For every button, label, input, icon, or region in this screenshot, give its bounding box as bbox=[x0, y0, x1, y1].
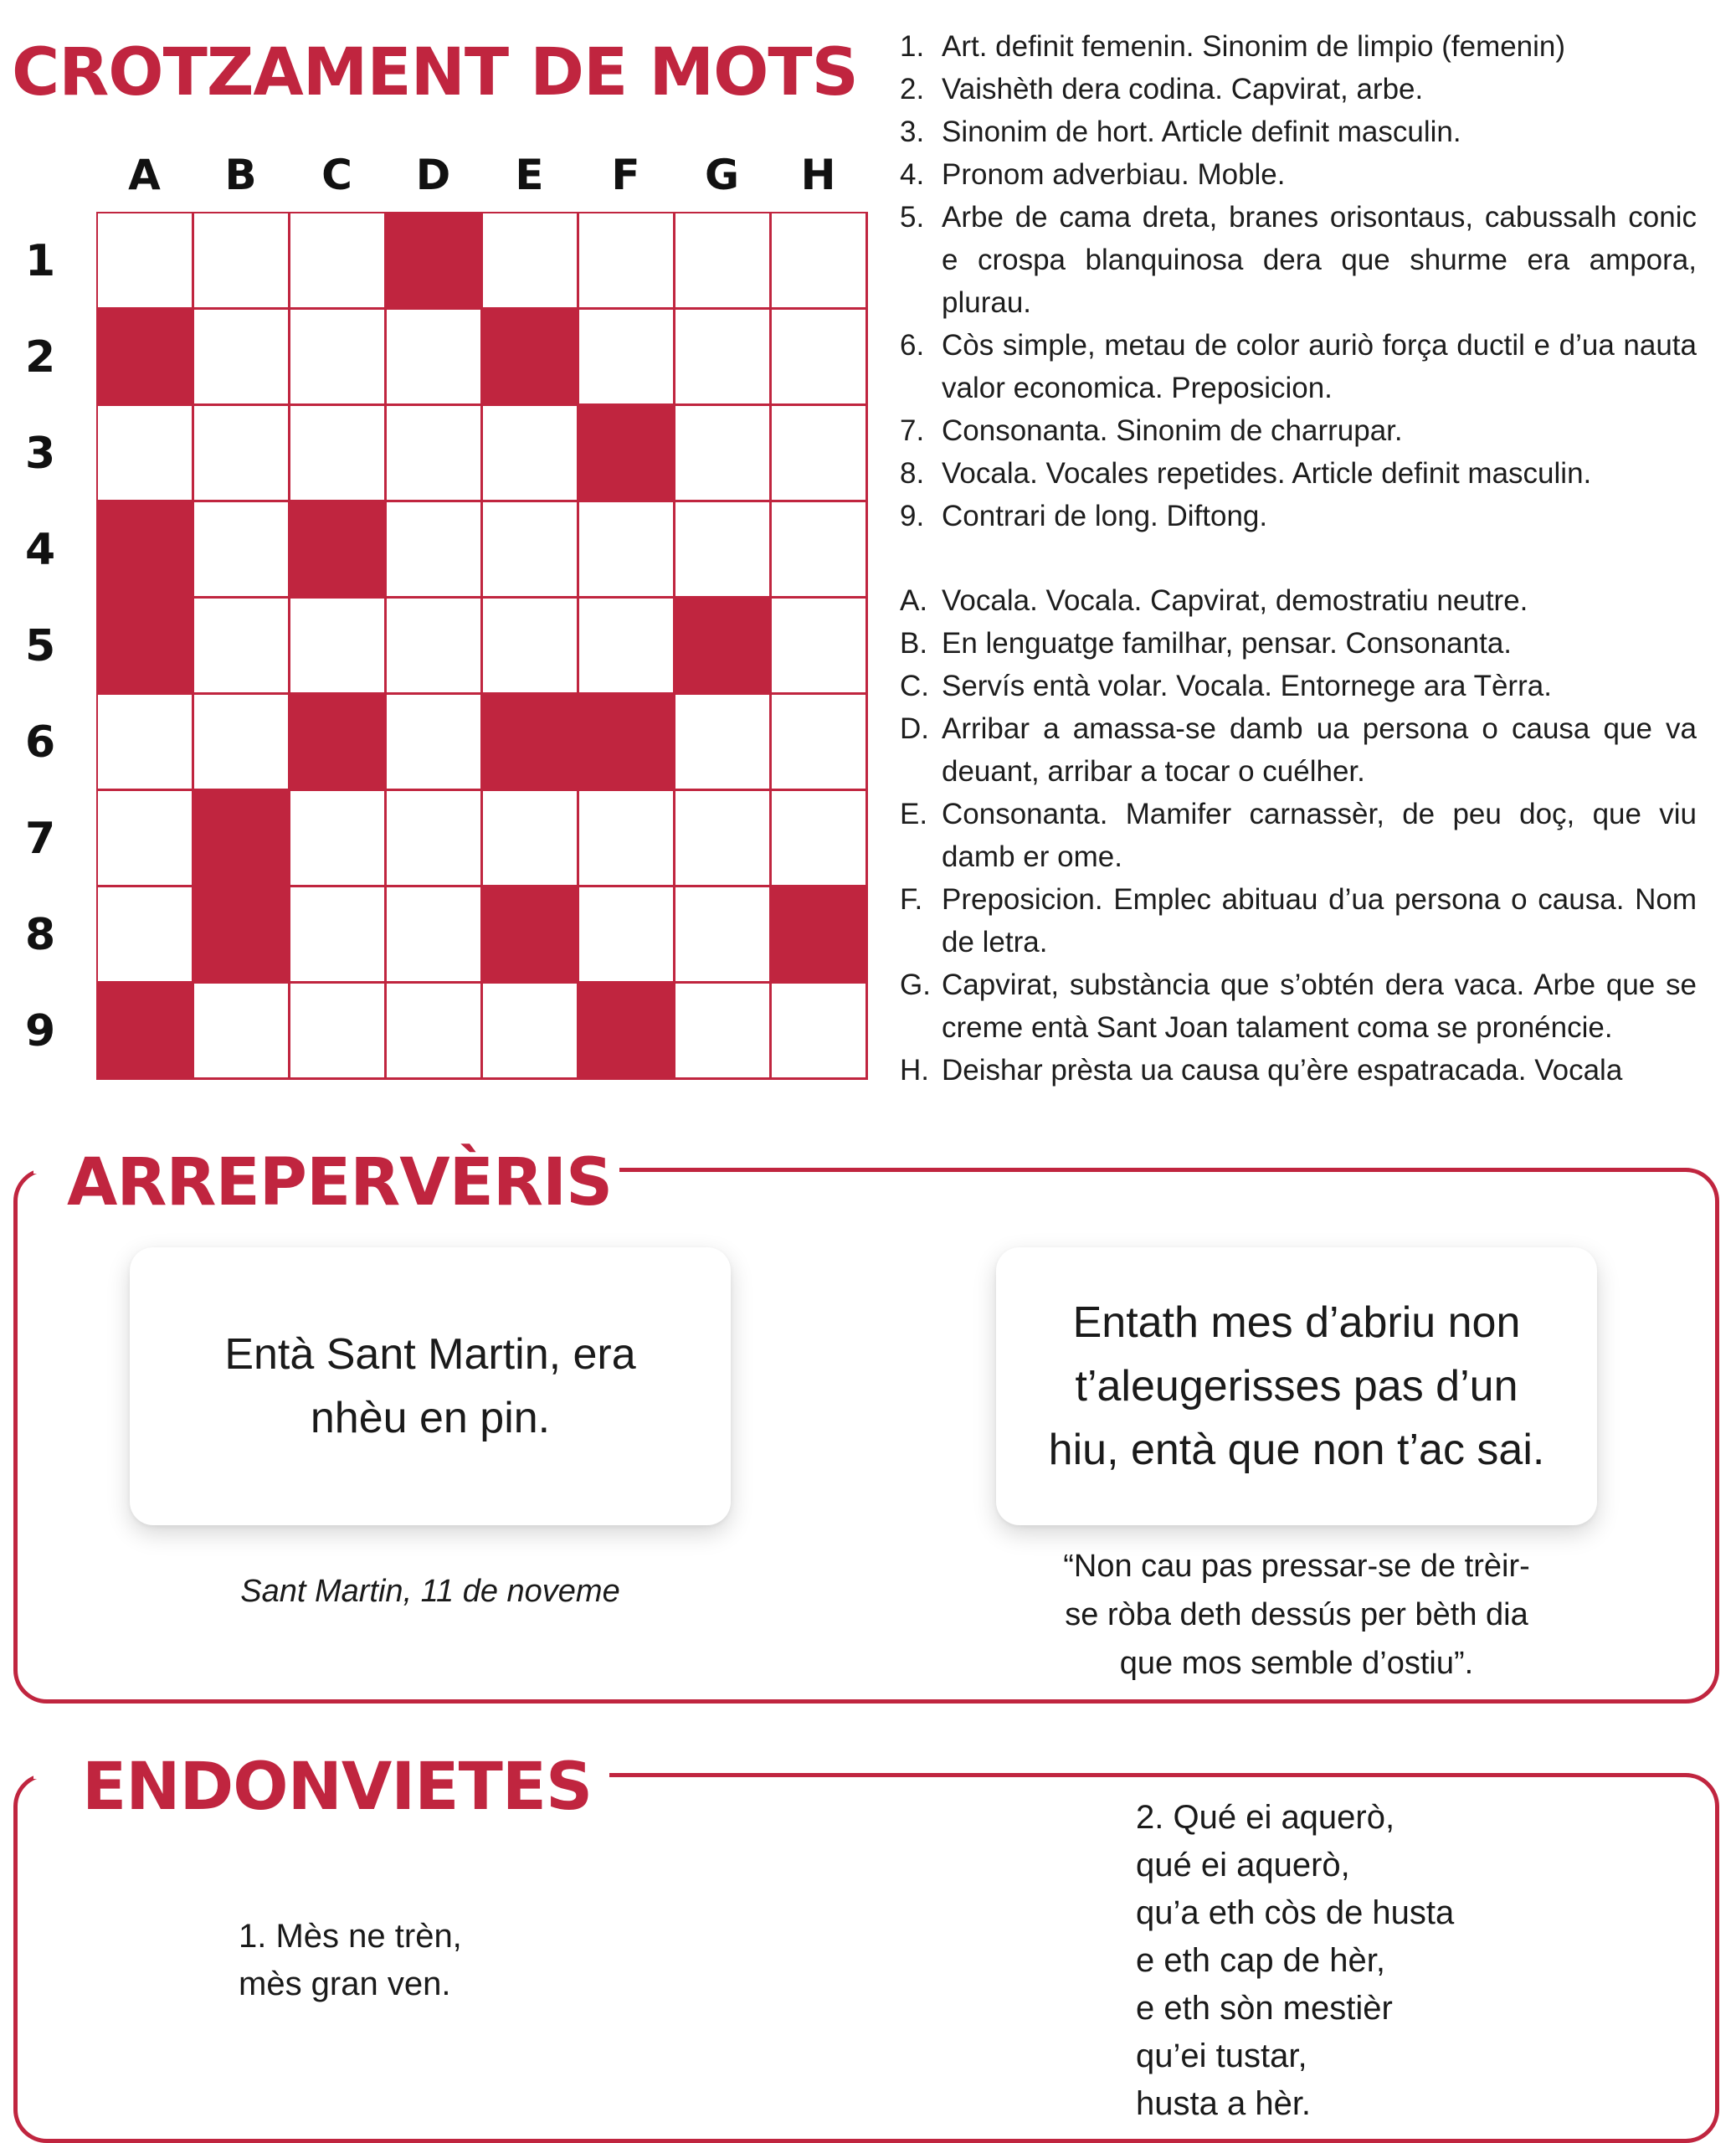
row-header-1: 1 bbox=[25, 236, 56, 286]
black-cell-a9 bbox=[98, 984, 194, 1080]
grid-cell-g8[interactable] bbox=[675, 887, 772, 984]
riddle-1-line: mès gran ven. bbox=[239, 1966, 451, 2002]
grid-cell-c8[interactable] bbox=[290, 887, 387, 984]
proverb-2-line: hiu, entà que non t’ac sai. bbox=[1048, 1426, 1545, 1474]
grid-cell-g6[interactable] bbox=[675, 695, 772, 791]
row-header-4: 4 bbox=[25, 525, 56, 575]
black-cell-f6 bbox=[579, 695, 675, 791]
grid-cell-d9[interactable] bbox=[387, 984, 483, 1080]
riddle-2-line: e eth cap de hèr, bbox=[1136, 1942, 1386, 1979]
black-cell-c6 bbox=[290, 695, 387, 791]
black-cell-b7 bbox=[194, 791, 290, 887]
row-clue-6 bbox=[900, 324, 1697, 409]
grid-cell-f2[interactable] bbox=[579, 310, 675, 406]
row-clue-number: 7. bbox=[900, 414, 925, 447]
riddle-2-line: qué ei aquerò, bbox=[1136, 1847, 1350, 1883]
proverb-2-line: t’aleugerisses pas d’un bbox=[1075, 1362, 1518, 1411]
column-header-a: A bbox=[128, 151, 161, 199]
grid-cell-f1[interactable] bbox=[579, 213, 675, 310]
grid-cell-e5[interactable] bbox=[483, 599, 579, 695]
proverb-1-line: nhèu en pin. bbox=[310, 1394, 551, 1442]
column-clue-3 bbox=[900, 665, 1697, 707]
grid-cell-a1[interactable] bbox=[98, 213, 194, 310]
row-clue-2 bbox=[900, 68, 1697, 110]
column-clue-text: Arribar a amassa-se damb ua persona o causa que va deuant, arribar a tocar o cuélher. bbox=[942, 712, 1697, 788]
proverb-2-line: Entath mes d’abriu non bbox=[1072, 1298, 1521, 1347]
riddle-2-line: e eth sòn mestièr bbox=[1136, 1990, 1393, 2027]
grid-cell-b6[interactable] bbox=[194, 695, 290, 791]
column-clue-5 bbox=[900, 793, 1697, 878]
column-header-d: D bbox=[415, 151, 451, 199]
proverb-card-1 bbox=[130, 1247, 731, 1525]
column-clue-text: Deishar prèsta ua causa qu’ère espatracada. Vocala bbox=[942, 1054, 1623, 1087]
column-clue-4 bbox=[900, 707, 1697, 793]
row-clue-7 bbox=[900, 409, 1697, 452]
grid-cell-c2[interactable] bbox=[290, 310, 387, 406]
row-clues-list bbox=[900, 25, 1697, 537]
column-header-f: F bbox=[611, 151, 640, 199]
grid-cell-d8[interactable] bbox=[387, 887, 483, 984]
row-clue-1 bbox=[900, 25, 1697, 68]
grid-cell-h9[interactable] bbox=[772, 984, 868, 1080]
grid-cell-f7[interactable] bbox=[579, 791, 675, 887]
row-clue-text: Contrari de long. Diftong. bbox=[942, 500, 1268, 532]
proverb-2-note-line: se ròba deth dessús per bèth dia bbox=[1065, 1597, 1528, 1632]
riddle-1 bbox=[239, 1913, 657, 2008]
grid-cell-h5[interactable] bbox=[772, 599, 868, 695]
column-clue-number: C. bbox=[900, 670, 929, 702]
riddle-2-line: husta a hèr. bbox=[1136, 2085, 1312, 2122]
grid-cell-e4[interactable] bbox=[483, 502, 579, 599]
row-clue-text: Consonanta. Sinonim de charrupar. bbox=[942, 414, 1403, 447]
grid-cell-g2[interactable] bbox=[675, 310, 772, 406]
grid-cell-e1[interactable] bbox=[483, 213, 579, 310]
column-clue-number: B. bbox=[900, 627, 928, 660]
grid-cell-g1[interactable] bbox=[675, 213, 772, 310]
row-clue-4 bbox=[900, 153, 1697, 196]
grid-cell-d2[interactable] bbox=[387, 310, 483, 406]
row-clue-text: Pronom adverbiau. Moble. bbox=[942, 158, 1286, 191]
black-cell-h8 bbox=[772, 887, 868, 984]
grid-cell-d6[interactable] bbox=[387, 695, 483, 791]
grid-cell-a7[interactable] bbox=[98, 791, 194, 887]
grid-cell-f5[interactable] bbox=[579, 599, 675, 695]
column-clue-text: Consonanta. Mamifer carnassèr, de peu doç, que viu damb er ome. bbox=[942, 798, 1697, 873]
row-header-5: 5 bbox=[25, 621, 56, 671]
column-clue-6 bbox=[900, 878, 1697, 964]
row-clue-number: 4. bbox=[900, 158, 925, 191]
grid-cell-g4[interactable] bbox=[675, 502, 772, 599]
grid-cell-d3[interactable] bbox=[387, 406, 483, 502]
grid-cell-g9[interactable] bbox=[675, 984, 772, 1080]
grid-cell-e3[interactable] bbox=[483, 406, 579, 502]
row-clue-text: Còs simple, metau de color auriò força ductil e d’ua nauta valor economica. Preposicion. bbox=[942, 329, 1697, 404]
black-cell-c4 bbox=[290, 502, 387, 599]
column-clue-8 bbox=[900, 1049, 1697, 1092]
column-clue-text: Servís entà volar. Vocala. Entornege ara Tèrra. bbox=[942, 670, 1552, 702]
grid-cell-b9[interactable] bbox=[194, 984, 290, 1080]
proverb-card-2 bbox=[996, 1247, 1597, 1525]
column-clue-number: A. bbox=[900, 584, 928, 617]
column-clue-number: G. bbox=[900, 969, 931, 1001]
riddle-2-line: qu’ei tustar, bbox=[1136, 2038, 1307, 2074]
column-clue-2 bbox=[900, 622, 1697, 665]
grid-cell-g3[interactable] bbox=[675, 406, 772, 502]
column-clue-text: Capvirat, substància que s’obtén dera vaca. Arbe que se creme entà Sant Joan talament coma se pronéncie. bbox=[942, 969, 1697, 1044]
column-header-g: G bbox=[704, 151, 740, 199]
row-header-9: 9 bbox=[25, 1006, 56, 1056]
row-header-2: 2 bbox=[25, 332, 56, 383]
grid-cell-a8[interactable] bbox=[98, 887, 194, 984]
row-clue-number: 8. bbox=[900, 457, 925, 490]
row-clue-8 bbox=[900, 452, 1697, 495]
black-cell-d1 bbox=[387, 213, 483, 310]
riddles-title: ENDONVIETES bbox=[82, 1750, 593, 1825]
column-clue-number: F. bbox=[900, 883, 923, 916]
black-cell-a2 bbox=[98, 310, 194, 406]
row-clue-number: 1. bbox=[900, 30, 925, 63]
grid-cell-c5[interactable] bbox=[290, 599, 387, 695]
black-cell-f3 bbox=[579, 406, 675, 502]
grid-cell-a3[interactable] bbox=[98, 406, 194, 502]
black-cell-f9 bbox=[579, 984, 675, 1080]
grid-cell-h2[interactable] bbox=[772, 310, 868, 406]
proverbs-title: ARREPERVÈRIS bbox=[67, 1145, 613, 1221]
grid-cell-b4[interactable] bbox=[194, 502, 290, 599]
proverb-2-note bbox=[996, 1542, 1597, 1688]
grid-cell-f4[interactable] bbox=[579, 502, 675, 599]
row-clue-number: 5. bbox=[900, 201, 925, 234]
column-clue-text: Preposicion. Emplec abituau d’ua persona o causa. Nom de letra. bbox=[942, 883, 1697, 958]
grid-cell-d4[interactable] bbox=[387, 502, 483, 599]
black-cell-b8 bbox=[194, 887, 290, 984]
row-clue-text: Arbe de cama dreta, branes orisontaus, cabussalh conic e crospa blanquinosa dera que shurme era ampora, plurau. bbox=[942, 201, 1697, 319]
row-clue-number: 3. bbox=[900, 116, 925, 148]
black-cell-a4 bbox=[98, 502, 194, 599]
row-header-6: 6 bbox=[25, 717, 56, 768]
crossword-title: CROTZAMENT DE MOTS bbox=[12, 35, 858, 110]
crossword-grid bbox=[96, 212, 868, 1080]
grid-cell-c9[interactable] bbox=[290, 984, 387, 1080]
column-clue-number: E. bbox=[900, 798, 928, 830]
column-header-c: C bbox=[321, 151, 352, 199]
grid-cell-b1[interactable] bbox=[194, 213, 290, 310]
proverb-1-note: Sant Martin, 11 de noveme bbox=[240, 1574, 620, 1609]
column-header-h: H bbox=[800, 151, 836, 199]
row-clue-number: 6. bbox=[900, 329, 925, 362]
riddle-2-line: qu’a eth còs de husta bbox=[1136, 1894, 1455, 1931]
riddle-2-line: 2. Qué ei aquerò, bbox=[1136, 1799, 1395, 1836]
grid-cell-h7[interactable] bbox=[772, 791, 868, 887]
grid-cell-a6[interactable] bbox=[98, 695, 194, 791]
grid-cell-c1[interactable] bbox=[290, 213, 387, 310]
column-clue-7 bbox=[900, 964, 1697, 1049]
row-header-7: 7 bbox=[25, 814, 56, 864]
row-clue-3 bbox=[900, 110, 1697, 153]
column-clue-number: H. bbox=[900, 1054, 929, 1087]
grid-cell-e9[interactable] bbox=[483, 984, 579, 1080]
column-clue-number: D. bbox=[900, 712, 929, 745]
black-cell-a5 bbox=[98, 599, 194, 695]
black-cell-g5 bbox=[675, 599, 772, 695]
row-clue-text: Vaishèth dera codina. Capvirat, arbe. bbox=[942, 73, 1424, 105]
grid-cell-h3[interactable] bbox=[772, 406, 868, 502]
grid-cell-d7[interactable] bbox=[387, 791, 483, 887]
black-cell-e6 bbox=[483, 695, 579, 791]
row-header-3: 3 bbox=[25, 429, 56, 479]
column-clues-list bbox=[900, 579, 1697, 1092]
proverb-2-note-line: que mos semble d’ostiu”. bbox=[1119, 1646, 1474, 1681]
column-clue-text: En lenguatge familhar, pensar. Consonanta. bbox=[942, 627, 1513, 660]
row-clue-text: Sinonim de hort. Article definit masculin. bbox=[942, 116, 1461, 148]
riddle-2 bbox=[1136, 1794, 1672, 2128]
grid-cell-f8[interactable] bbox=[579, 887, 675, 984]
grid-cell-h1[interactable] bbox=[772, 213, 868, 310]
grid-cell-c7[interactable] bbox=[290, 791, 387, 887]
grid-cell-h6[interactable] bbox=[772, 695, 868, 791]
row-header-8: 8 bbox=[25, 910, 56, 960]
grid-cell-b3[interactable] bbox=[194, 406, 290, 502]
column-clue-text: Vocala. Vocala. Capvirat, demostratiu neutre. bbox=[942, 584, 1528, 617]
column-clue-1 bbox=[900, 579, 1697, 622]
row-clue-text: Vocala. Vocales repetides. Article definit masculin. bbox=[942, 457, 1592, 490]
grid-cell-h4[interactable] bbox=[772, 502, 868, 599]
row-clue-number: 9. bbox=[900, 500, 925, 532]
column-header-b: B bbox=[224, 151, 257, 199]
row-clue-text: Art. definit femenin. Sinonim de limpio (femenin) bbox=[942, 30, 1566, 63]
black-cell-e8 bbox=[483, 887, 579, 984]
row-clue-5 bbox=[900, 196, 1697, 324]
black-cell-e2 bbox=[483, 310, 579, 406]
grid-cell-c3[interactable] bbox=[290, 406, 387, 502]
row-clue-9 bbox=[900, 495, 1697, 537]
proverb-2-note-line: “Non cau pas pressar-se de trèir- bbox=[1063, 1549, 1530, 1584]
grid-cell-b2[interactable] bbox=[194, 310, 290, 406]
proverb-1-line: Entà Sant Martin, era bbox=[224, 1330, 636, 1379]
grid-cell-e7[interactable] bbox=[483, 791, 579, 887]
row-clue-number: 2. bbox=[900, 73, 925, 105]
column-header-e: E bbox=[515, 151, 544, 199]
riddle-1-line: 1. Mès ne trèn, bbox=[239, 1918, 462, 1955]
grid-cell-g7[interactable] bbox=[675, 791, 772, 887]
grid-cell-d5[interactable] bbox=[387, 599, 483, 695]
grid-cell-b5[interactable] bbox=[194, 599, 290, 695]
